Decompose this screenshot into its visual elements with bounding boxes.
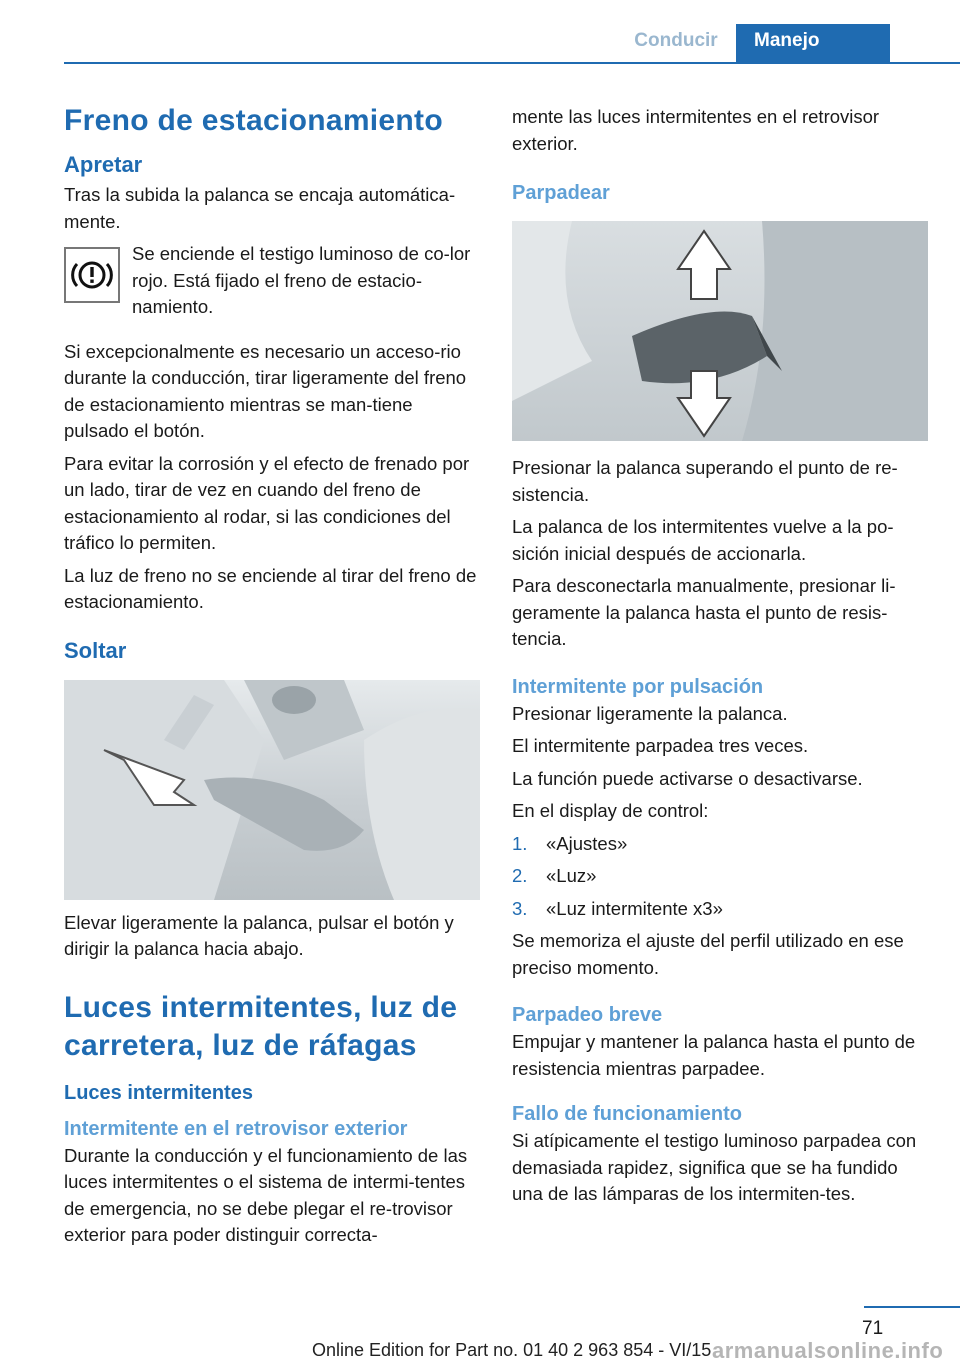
footer-rule bbox=[864, 1306, 960, 1308]
heading-fallo: Fallo de funcionamiento bbox=[512, 1103, 743, 1125]
list-item: 3. «Luz intermitente x3» bbox=[512, 897, 723, 919]
section-title-freno: Freno de estacionamiento bbox=[64, 104, 443, 137]
paragraph-corrosion: Para evitar la corrosión y el efecto de frenado por un lado, tirar de vez en cuando del freno de estacionamiento al rodar, si las condiciones del tráfico lo permiten. bbox=[64, 452, 470, 553]
paragraph-luz-freno: La luz de freno no se enciende al tirar del freno de estacionamiento. bbox=[64, 564, 477, 612]
console-image bbox=[64, 680, 480, 900]
soltar-text: Elevar ligeramente la palanca, pulsar el botón y dirigir la palanca hacia abajo. bbox=[64, 911, 454, 959]
retrovisor-text: Durante la conducción y el funcionamiento de las luces intermitentes o el sistema de intermi-tentes de emergencia, no se debe plegar el re-trovisor exterior para poder distinguir correcta- bbox=[64, 1144, 468, 1245]
pulsacion-text-5: Se memoriza el ajuste del perfil utilizado en ese preciso momento. bbox=[512, 930, 904, 978]
list-item: 2. «Luz» bbox=[512, 865, 597, 886]
parpadear-text-2: La palanca de los intermitentes vuelve a la po-sición inicial después de accionarla. bbox=[512, 516, 894, 564]
pulsacion-text-4: En el display de control: bbox=[512, 800, 709, 821]
parking-brake-warning-icon bbox=[64, 247, 120, 303]
header-rule bbox=[64, 62, 960, 64]
pulsacion-text-2: El intermitente parpadea tres veces. bbox=[512, 735, 809, 756]
paragraph-accesorio: Si excepcionalmente es necesario un acceso-rio durante la conducción, tirar ligeramente del freno de estacionamiento mientras se man-tiene pulsado el botón. bbox=[64, 340, 467, 441]
parpadear-text-1: Presionar la palanca superando el punto de re-sistencia. bbox=[512, 457, 898, 505]
page-number: 71 bbox=[862, 1318, 884, 1339]
heading-parpadear: Parpadear bbox=[512, 182, 610, 204]
apretar-text: Tras la subida la palanca se encaja automática-mente. bbox=[64, 184, 456, 232]
breve-text: Empujar y mantener la palanca hasta el punto de resistencia mientras parpadee. bbox=[512, 1031, 916, 1079]
warning-text: Se enciende el testigo luminoso de co-lor rojo. Está fijado el freno de estacio-namiento. bbox=[132, 243, 471, 317]
heading-pulsacion: Intermitente por pulsación bbox=[512, 675, 764, 698]
parpadear-text-3: Para desconectarla manualmente, presionar li-geramente la palanca hasta el punto de resis-tencia. bbox=[512, 575, 896, 649]
heading-retrovisor: Intermitente en el retrovisor exterior bbox=[64, 1117, 408, 1140]
header-tabs bbox=[616, 24, 890, 62]
edition-text: Online Edition for Part no. 01 40 2 963 854 - VI/15 bbox=[312, 1340, 712, 1360]
continued-text: mente las luces intermitentes en el retrovisor exterior. bbox=[512, 106, 880, 154]
warning-block bbox=[64, 241, 480, 321]
heading-apretar: Apretar bbox=[64, 152, 143, 177]
heading-soltar: Soltar bbox=[64, 637, 127, 663]
pulsacion-text-1: Presionar ligeramente la palanca. bbox=[512, 702, 788, 724]
watermark: armanualsonline.info bbox=[712, 1338, 944, 1363]
fallo-text: Si atípicamente el testigo luminoso parpadea con demasiada rapidez, significa que se ha fundido una de las lámparas de los intermiten-tes. bbox=[512, 1130, 917, 1204]
heading-parpadeo-breve: Parpadeo breve bbox=[512, 1004, 663, 1026]
list-item: 1. «Ajustes» bbox=[512, 832, 628, 854]
settings-steps-list bbox=[512, 831, 928, 923]
right-column bbox=[512, 104, 928, 1214]
tab-manejo[interactable]: Manejo bbox=[736, 24, 890, 62]
pulsacion-text-3: La función puede activarse o desactivarse. bbox=[512, 767, 863, 789]
heading-luces-intermitentes: Luces intermitentes bbox=[64, 1081, 253, 1104]
lever-image bbox=[512, 221, 928, 441]
section-title-luces: Luces intermitentes, luz de carretera, luz de ráfagas bbox=[64, 990, 458, 1062]
left-column bbox=[64, 92, 480, 1255]
tab-conducir[interactable]: Conducir bbox=[634, 30, 718, 51]
